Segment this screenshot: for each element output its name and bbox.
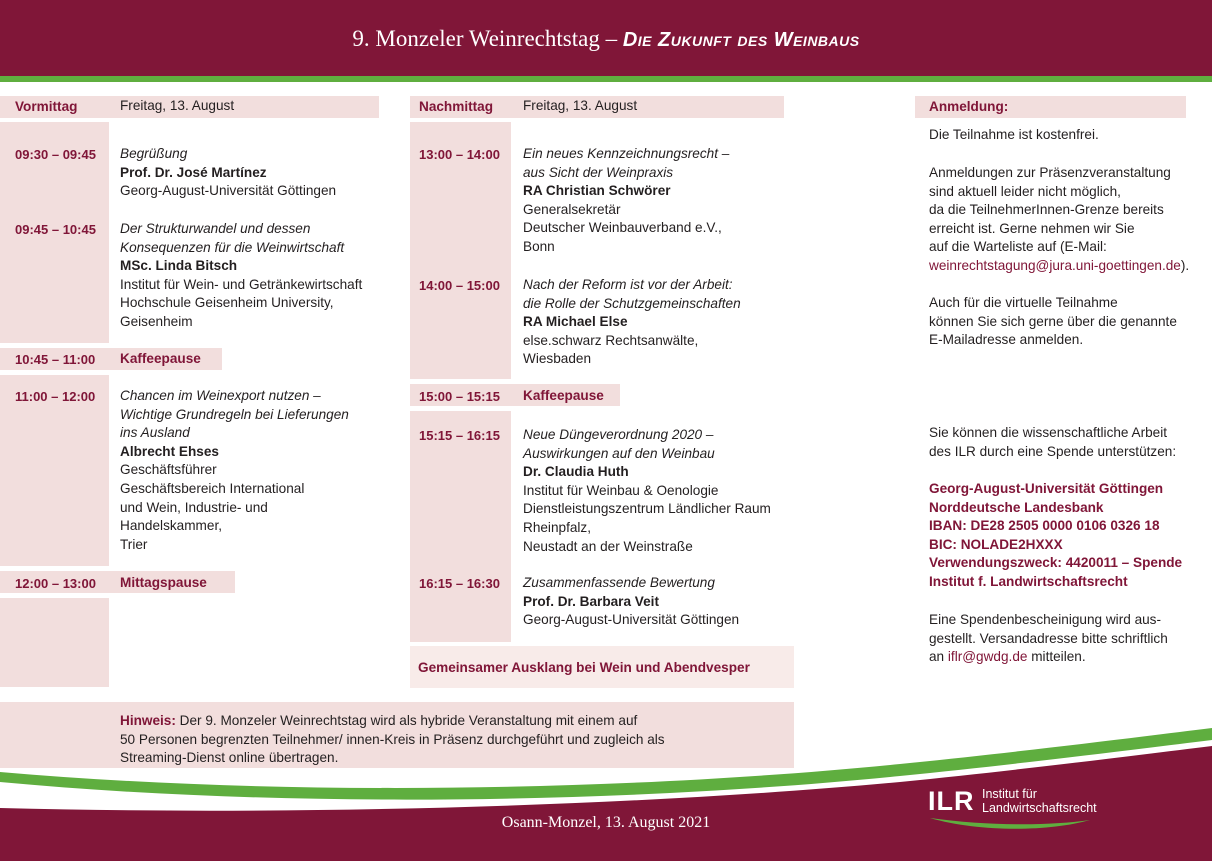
anmeldung-line: sind aktuell leider nicht möglich,: [929, 183, 1121, 199]
session-time: 11:00 – 12:00: [15, 389, 96, 404]
logo-abbr: ILR: [928, 786, 975, 816]
hinweis-line: Der 9. Monzeler Weinrechtstag wird als hybride Veranstaltung mit einem auf: [175, 713, 638, 728]
session-info: Handelskammer,: [120, 518, 222, 534]
anmeldung-line: Anmeldungen zur Präsenzveranstaltung: [929, 165, 1171, 180]
session-info: Wiesbaden: [523, 351, 592, 367]
bank-line: Verwendungszweck: 4420011 – Spende: [929, 555, 1183, 571]
bank-line: Institut f. Landwirtschaftsrecht: [929, 573, 1128, 589]
session-title: Auswirkungen auf den Weinbau: [523, 445, 715, 461]
session-info: Geisenheim: [120, 313, 193, 329]
session-title: Ein neues Kennzeichnungsrecht –: [523, 146, 730, 161]
logo-line: Institut für: [982, 787, 1037, 801]
vormittag-day: Freitag, 13. August: [120, 98, 235, 113]
anmeldung-line: Auch für die virtuelle Teilnahme: [929, 295, 1118, 310]
receipt-email-line: [929, 648, 1168, 667]
header-green-line: [0, 76, 1212, 82]
spende-intro: [929, 424, 1176, 461]
spende-line: des ILR durch eine Spende unterstützen:: [929, 443, 1177, 459]
session-info: Generalsekretär: [523, 201, 621, 217]
logo-swoosh-icon: [928, 814, 1128, 832]
bank-line: IBAN: DE28 2505 0000 0106 0326 18: [929, 518, 1160, 534]
session-time: 13:00 – 14:00: [419, 147, 500, 162]
break-time: 10:45 – 11:00: [15, 352, 96, 367]
session-time: 16:15 – 16:30: [419, 576, 500, 591]
title-emphasis: Die Zukunft des Weinbaus: [622, 29, 860, 51]
session-title: Wichtige Grundregeln bei Lieferungen: [120, 406, 349, 422]
session-speaker: Prof. Dr. José Martínez: [120, 164, 267, 180]
receipt-suffix: mitteilen.: [1027, 649, 1086, 665]
session-info: Neustadt an der Weinstraße: [523, 538, 693, 554]
anmeldung-line: erreicht ist. Gerne nehmen wir Sie: [929, 220, 1135, 236]
session-title: Der Strukturwandel und dessen: [120, 221, 311, 236]
break-label: Kaffeepause: [120, 351, 201, 366]
session-info: Trier: [120, 536, 148, 552]
vormittag-label: Vormittag: [15, 99, 78, 114]
email-suffix: ).: [1180, 257, 1190, 273]
session-info: Deutscher Weinbauverband e.V.,: [523, 220, 722, 236]
receipt-email-link[interactable]: iflr@gwdg.de: [947, 649, 1028, 665]
session-title: Nach der Reform ist vor der Arbeit:: [523, 277, 733, 292]
anmeldung-email-line: [929, 257, 1189, 276]
anmeldung-free: Die Teilnahme ist kostenfrei.: [929, 127, 1099, 142]
session-speaker: Dr. Claudia Huth: [523, 464, 629, 480]
session-speaker: Albrecht Ehses: [120, 443, 219, 459]
session-title: ins Ausland: [120, 425, 190, 441]
session-block: [523, 426, 771, 556]
session-block: [120, 145, 336, 201]
session-title: Zusammenfassende Bewertung: [523, 575, 715, 590]
registration-email-link[interactable]: weinrechtstagung@jura.uni-goettingen.de: [929, 257, 1181, 273]
session-info: und Wein, Industrie- und: [120, 499, 268, 515]
session-info: Georg-August-Universität Göttingen: [120, 183, 337, 199]
break-label: Kaffeepause: [523, 388, 604, 403]
break-time: 12:00 – 13:00: [15, 576, 96, 591]
nachmittag-time-block-2: [410, 411, 511, 642]
page-title: [0, 26, 1212, 52]
anmeldung-paragraph: [929, 164, 1189, 276]
session-info: else.schwarz Rechtsanwälte,: [523, 332, 699, 348]
session-title: Chancen im Weinexport nutzen –: [120, 388, 321, 403]
anmeldung-line: können Sie sich gerne über die genannte: [929, 313, 1177, 329]
session-time: 09:30 – 09:45: [15, 147, 96, 162]
session-time: 15:15 – 16:15: [419, 428, 500, 443]
ilr-logo: [928, 786, 1128, 832]
bank-line: BIC: NOLADE2HXXX: [929, 536, 1063, 552]
session-title: Konsequenzen für die Weinwirtschaft: [120, 239, 345, 255]
receipt-line: gestellt. Versandadresse bitte schriftlich: [929, 630, 1168, 646]
footer-date: Osann-Monzel, 13. August 2021: [501, 814, 711, 831]
hinweis-label: Hinweis:: [120, 713, 176, 728]
anmeldung-line: da die TeilnehmerInnen-Grenze bereits: [929, 202, 1164, 218]
spende-line: Sie können die wissenschaftliche Arbeit: [929, 425, 1168, 440]
title-plain: 9. Monzeler Weinrechtstag –: [352, 26, 623, 51]
session-speaker: RA Michael Else: [523, 314, 628, 330]
session-speaker: MSc. Linda Bitsch: [120, 258, 238, 274]
logo-line: Landwirtschaftsrecht: [982, 801, 1097, 815]
session-info: Geschäftsbereich International: [120, 480, 305, 496]
session-info: Dienstleistungszentrum Ländlicher Raum: [523, 501, 771, 517]
anmeldung-line: auf die Warteliste auf (E-Mail:: [929, 239, 1107, 255]
receipt-line: Eine Spendenbescheinigung wird aus-: [929, 612, 1162, 627]
hinweis-line: 50 Personen begrenzten Teilnehmer/ innen-Kreis in Präsenz durchgeführt und zugleich als: [120, 731, 665, 747]
session-speaker: RA Christian Schwörer: [523, 183, 671, 199]
anmeldung-line: E-Mailadresse anmelden.: [929, 332, 1084, 348]
bank-line: Norddeutsche Landesbank: [929, 499, 1104, 515]
closing-label: Gemeinsamer Ausklang bei Wein und Abendvesper: [418, 660, 750, 675]
session-speaker: Prof. Dr. Barbara Veit: [523, 593, 659, 609]
session-info: Rheinpfalz,: [523, 519, 592, 535]
session-title: aus Sicht der Weinpraxis: [523, 164, 674, 180]
logo-text: [982, 787, 1097, 815]
session-info: Institut für Weinbau & Oenologie: [523, 482, 719, 498]
session-info: Institut für Wein- und Getränkewirtschaft: [120, 276, 363, 292]
break-time: 15:00 – 15:15: [419, 389, 500, 404]
break-label: Mittagspause: [120, 575, 207, 590]
vormittag-time-block-3: [0, 598, 109, 687]
nachmittag-day: Freitag, 13. August: [523, 98, 638, 113]
bank-details: [929, 480, 1182, 592]
session-block: [523, 574, 739, 630]
spende-receipt: [929, 611, 1168, 667]
hinweis-line: Streaming-Dienst online übertragen.: [120, 750, 339, 766]
session-info: Hochschule Geisenheim University,: [120, 295, 334, 311]
session-time: 09:45 – 10:45: [15, 222, 96, 237]
hinweis-text: [120, 712, 665, 768]
session-info: Geschäftsführer: [120, 462, 217, 478]
bank-line: Georg-August-Universität Göttingen: [929, 481, 1164, 496]
session-info: Bonn: [523, 238, 555, 254]
session-block: [523, 145, 729, 257]
anmeldung-virtual: [929, 294, 1177, 350]
session-info: Georg-August-Universität Göttingen: [523, 612, 740, 628]
session-time: 14:00 – 15:00: [419, 278, 500, 293]
session-block: [120, 220, 362, 332]
session-title: Begrüßung: [120, 146, 188, 161]
session-title: die Rolle der Schutzgemeinschaften: [523, 295, 741, 311]
receipt-prefix: an: [929, 649, 948, 665]
session-block: [523, 276, 741, 369]
nachmittag-label: Nachmittag: [419, 99, 494, 114]
anmeldung-label: Anmeldung:: [929, 99, 1009, 114]
session-title: Neue Düngeverordnung 2020 –: [523, 427, 714, 442]
session-block: [120, 387, 349, 554]
